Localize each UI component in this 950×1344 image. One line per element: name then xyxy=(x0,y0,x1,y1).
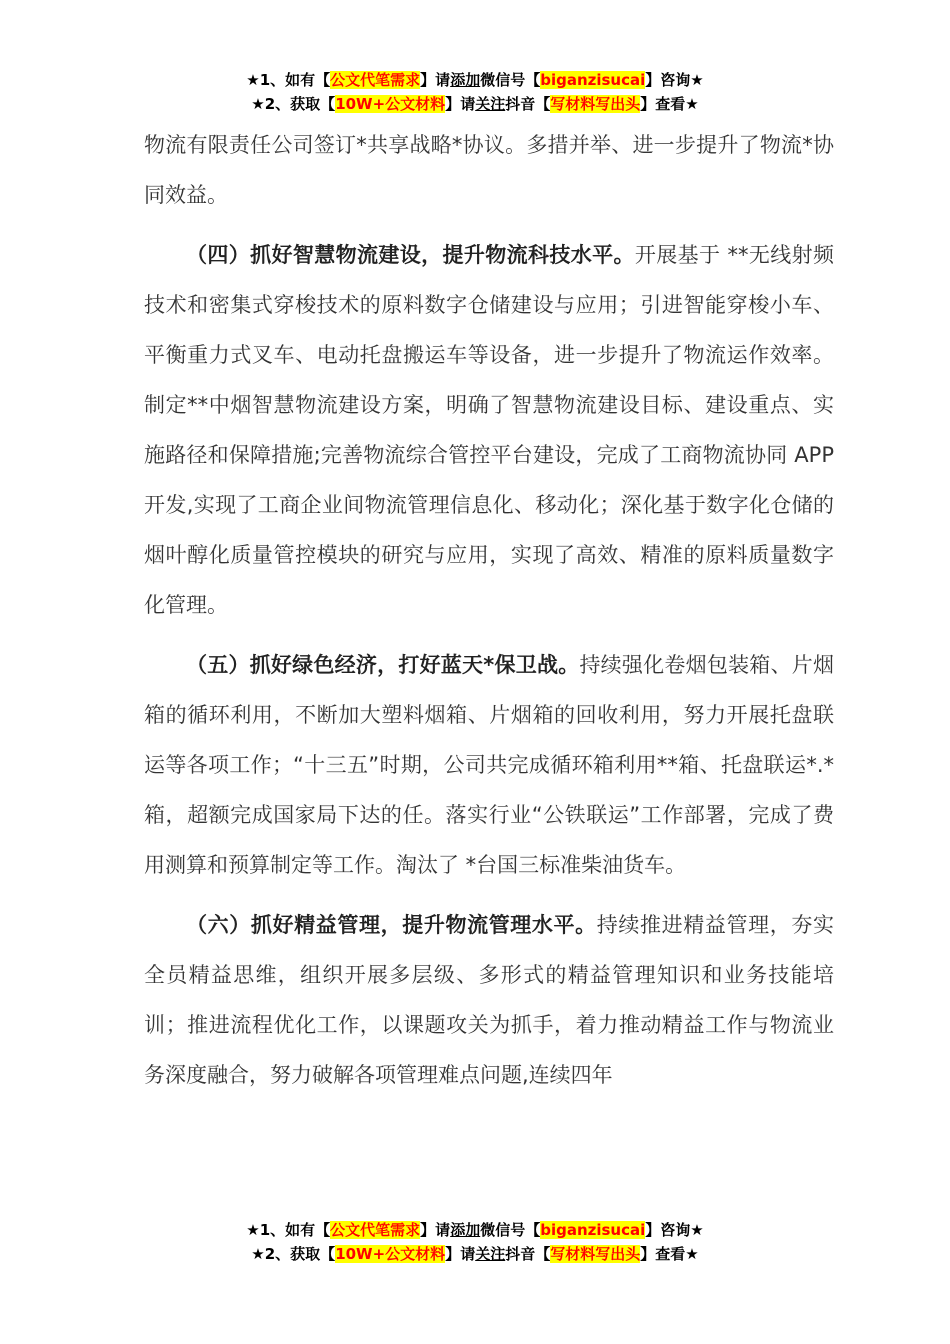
banner-line-1 xyxy=(0,68,950,92)
banner-wechat-id: biganzisucai xyxy=(540,71,646,89)
footer-banner xyxy=(0,1218,950,1266)
section-heading: （四）抓好智慧物流建设，提升物流科技水平。 xyxy=(186,243,635,267)
banner-highlight: 公文代笔需求 xyxy=(330,1221,421,1239)
banner-text: ★2、获取【 xyxy=(251,95,336,113)
banner-text: 】查看★ xyxy=(640,95,699,113)
banner-text: 】请 xyxy=(445,95,476,113)
banner-text: ★1、如有【 xyxy=(246,71,331,89)
banner-text: 抖音【 xyxy=(505,95,551,113)
banner-underlined: 关注 xyxy=(475,95,506,113)
paragraph-text: 开展基于 **无线射频技术和密集式穿梭技术的原料数字仓储建设与应用；引进智能穿梭小车、平衡重力式叉车、电动托盘搬运车等设备，进一步提升了物流运作效率。制定**中烟智慧物流建设方案，明确了智慧物流建设目标、建设重点、实施路径和保障措施;完善物流综合管控平台建设，完成了工商物流协同 APP 开发,实现了工商企业间物流管理信息化、移动化；深化基于数字化仓储的烟叶醇化质量管控模块的研究与应用，实现了高效、精准的原料质量数字化管理。 xyxy=(144,243,834,617)
header-banner xyxy=(0,68,950,116)
banner-text: 】查看★ xyxy=(640,1245,699,1263)
paragraph-text: 物流有限责任公司签订*共享战略*协议。多措并举、进一步提升了物流*协同效益。 xyxy=(144,133,834,207)
section-heading: （六）抓好精益管理，提升物流管理水平。 xyxy=(186,913,597,937)
banner-text: 】请 xyxy=(420,1221,451,1239)
banner-douyin-id: 写材料写出头 xyxy=(550,95,641,113)
banner-line-2 xyxy=(0,92,950,116)
paragraph-continued xyxy=(144,120,834,220)
banner-text: 】咨询★ xyxy=(645,1221,704,1239)
banner-underlined: 添加 xyxy=(450,1221,481,1239)
banner-highlight: 公文代笔需求 xyxy=(330,71,421,89)
banner-text: 】请 xyxy=(445,1245,476,1263)
banner-text: 】咨询★ xyxy=(645,71,704,89)
banner-text: 微信号【 xyxy=(480,1221,541,1239)
banner-highlight: 10W+公文材料 xyxy=(335,95,446,113)
paragraph-text: 持续强化卷烟包装箱、片烟箱的循环利用，不断加大塑料烟箱、片烟箱的回收利用，努力开展托盘联运等各项工作；“十三五”时期，公司共完成循环箱利用**箱、托盘联运*.*箱，超额完成国家局下达的任。落实行业“公铁联运”工作部署，完成了费用测算和预算制定等工作。淘汰了 *台国三标准柴油货车。 xyxy=(144,653,835,877)
banner-wechat-id: biganzisucai xyxy=(540,1221,646,1239)
banner-underlined: 关注 xyxy=(475,1245,506,1263)
paragraph-text: 持续推进精益管理，夯实全员精益思维，组织开展多层级、多形式的精益管理知识和业务技能培训；推进流程优化工作，以课题攻关为抓手，着力推动精益工作与物流业务深度融合，努力破解各项管理难点问题,连续四年 xyxy=(144,913,835,1087)
paragraph-section-6 xyxy=(144,900,834,1100)
banner-line-1 xyxy=(0,1218,950,1242)
banner-douyin-id: 写材料写出头 xyxy=(550,1245,641,1263)
banner-text: ★1、如有【 xyxy=(246,1221,331,1239)
banner-line-2 xyxy=(0,1242,950,1266)
banner-text: ★2、获取【 xyxy=(251,1245,336,1263)
banner-text: 抖音【 xyxy=(505,1245,551,1263)
banner-highlight: 10W+公文材料 xyxy=(335,1245,446,1263)
banner-text: 微信号【 xyxy=(480,71,541,89)
paragraph-section-4 xyxy=(144,230,834,630)
banner-text: 】请 xyxy=(420,71,451,89)
document-body xyxy=(144,120,834,1110)
paragraph-section-5 xyxy=(144,640,834,890)
banner-underlined: 添加 xyxy=(450,71,481,89)
section-heading: （五）抓好绿色经济，打好蓝天*保卫战。 xyxy=(186,653,580,677)
